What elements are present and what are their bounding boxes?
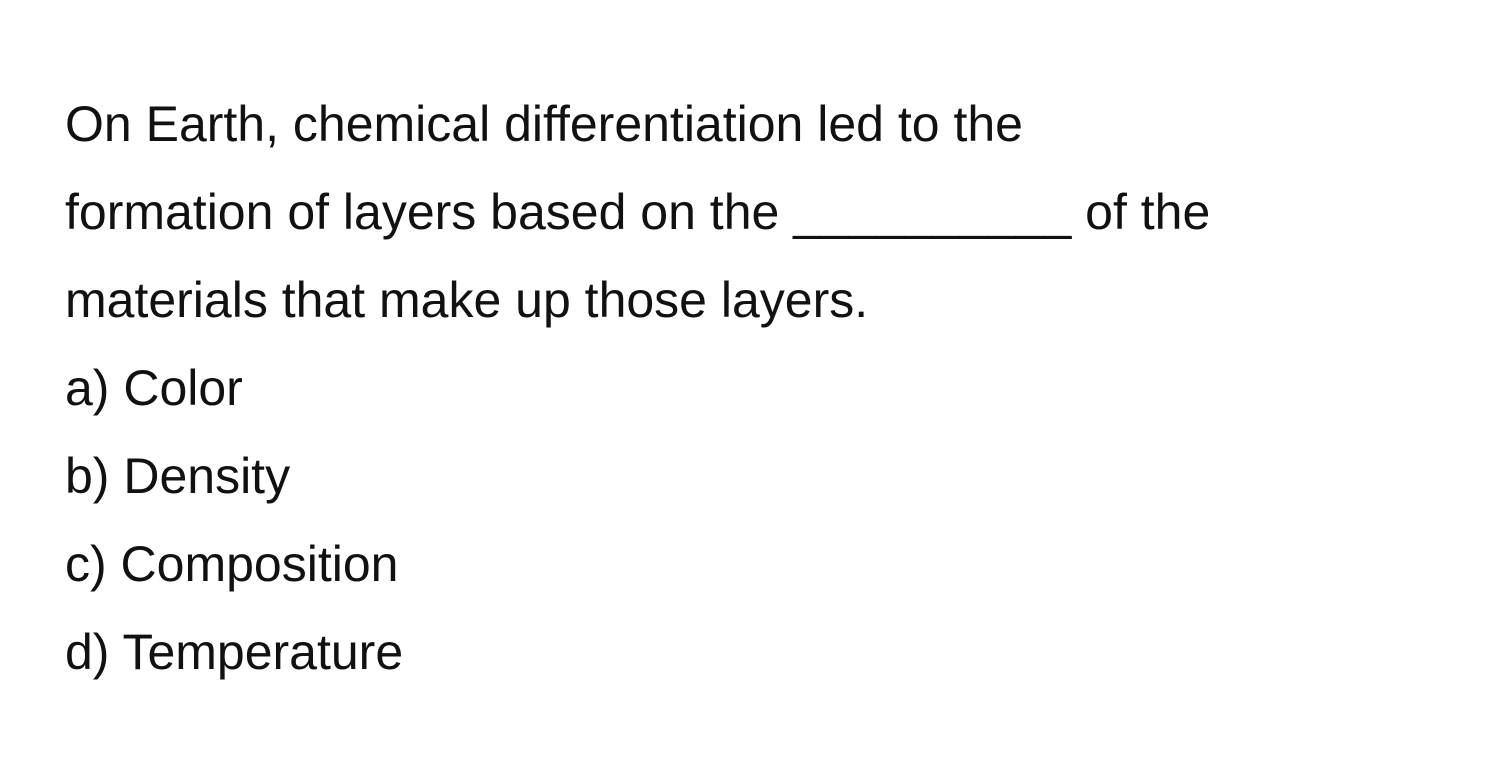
question-document xyxy=(65,80,1445,696)
answer-options xyxy=(65,344,1445,696)
option-a: a) Color xyxy=(65,360,243,416)
question-line-3: materials that make up those layers. xyxy=(65,272,869,328)
option-d: d) Temperature xyxy=(65,624,404,680)
question-line-2: formation of layers based on the __________ of the xyxy=(65,184,1211,240)
question-text xyxy=(65,80,1445,344)
question-line-1: On Earth, chemical differentiation led to the xyxy=(65,96,1023,152)
option-c: c) Composition xyxy=(65,536,399,592)
option-b: b) Density xyxy=(65,448,291,504)
